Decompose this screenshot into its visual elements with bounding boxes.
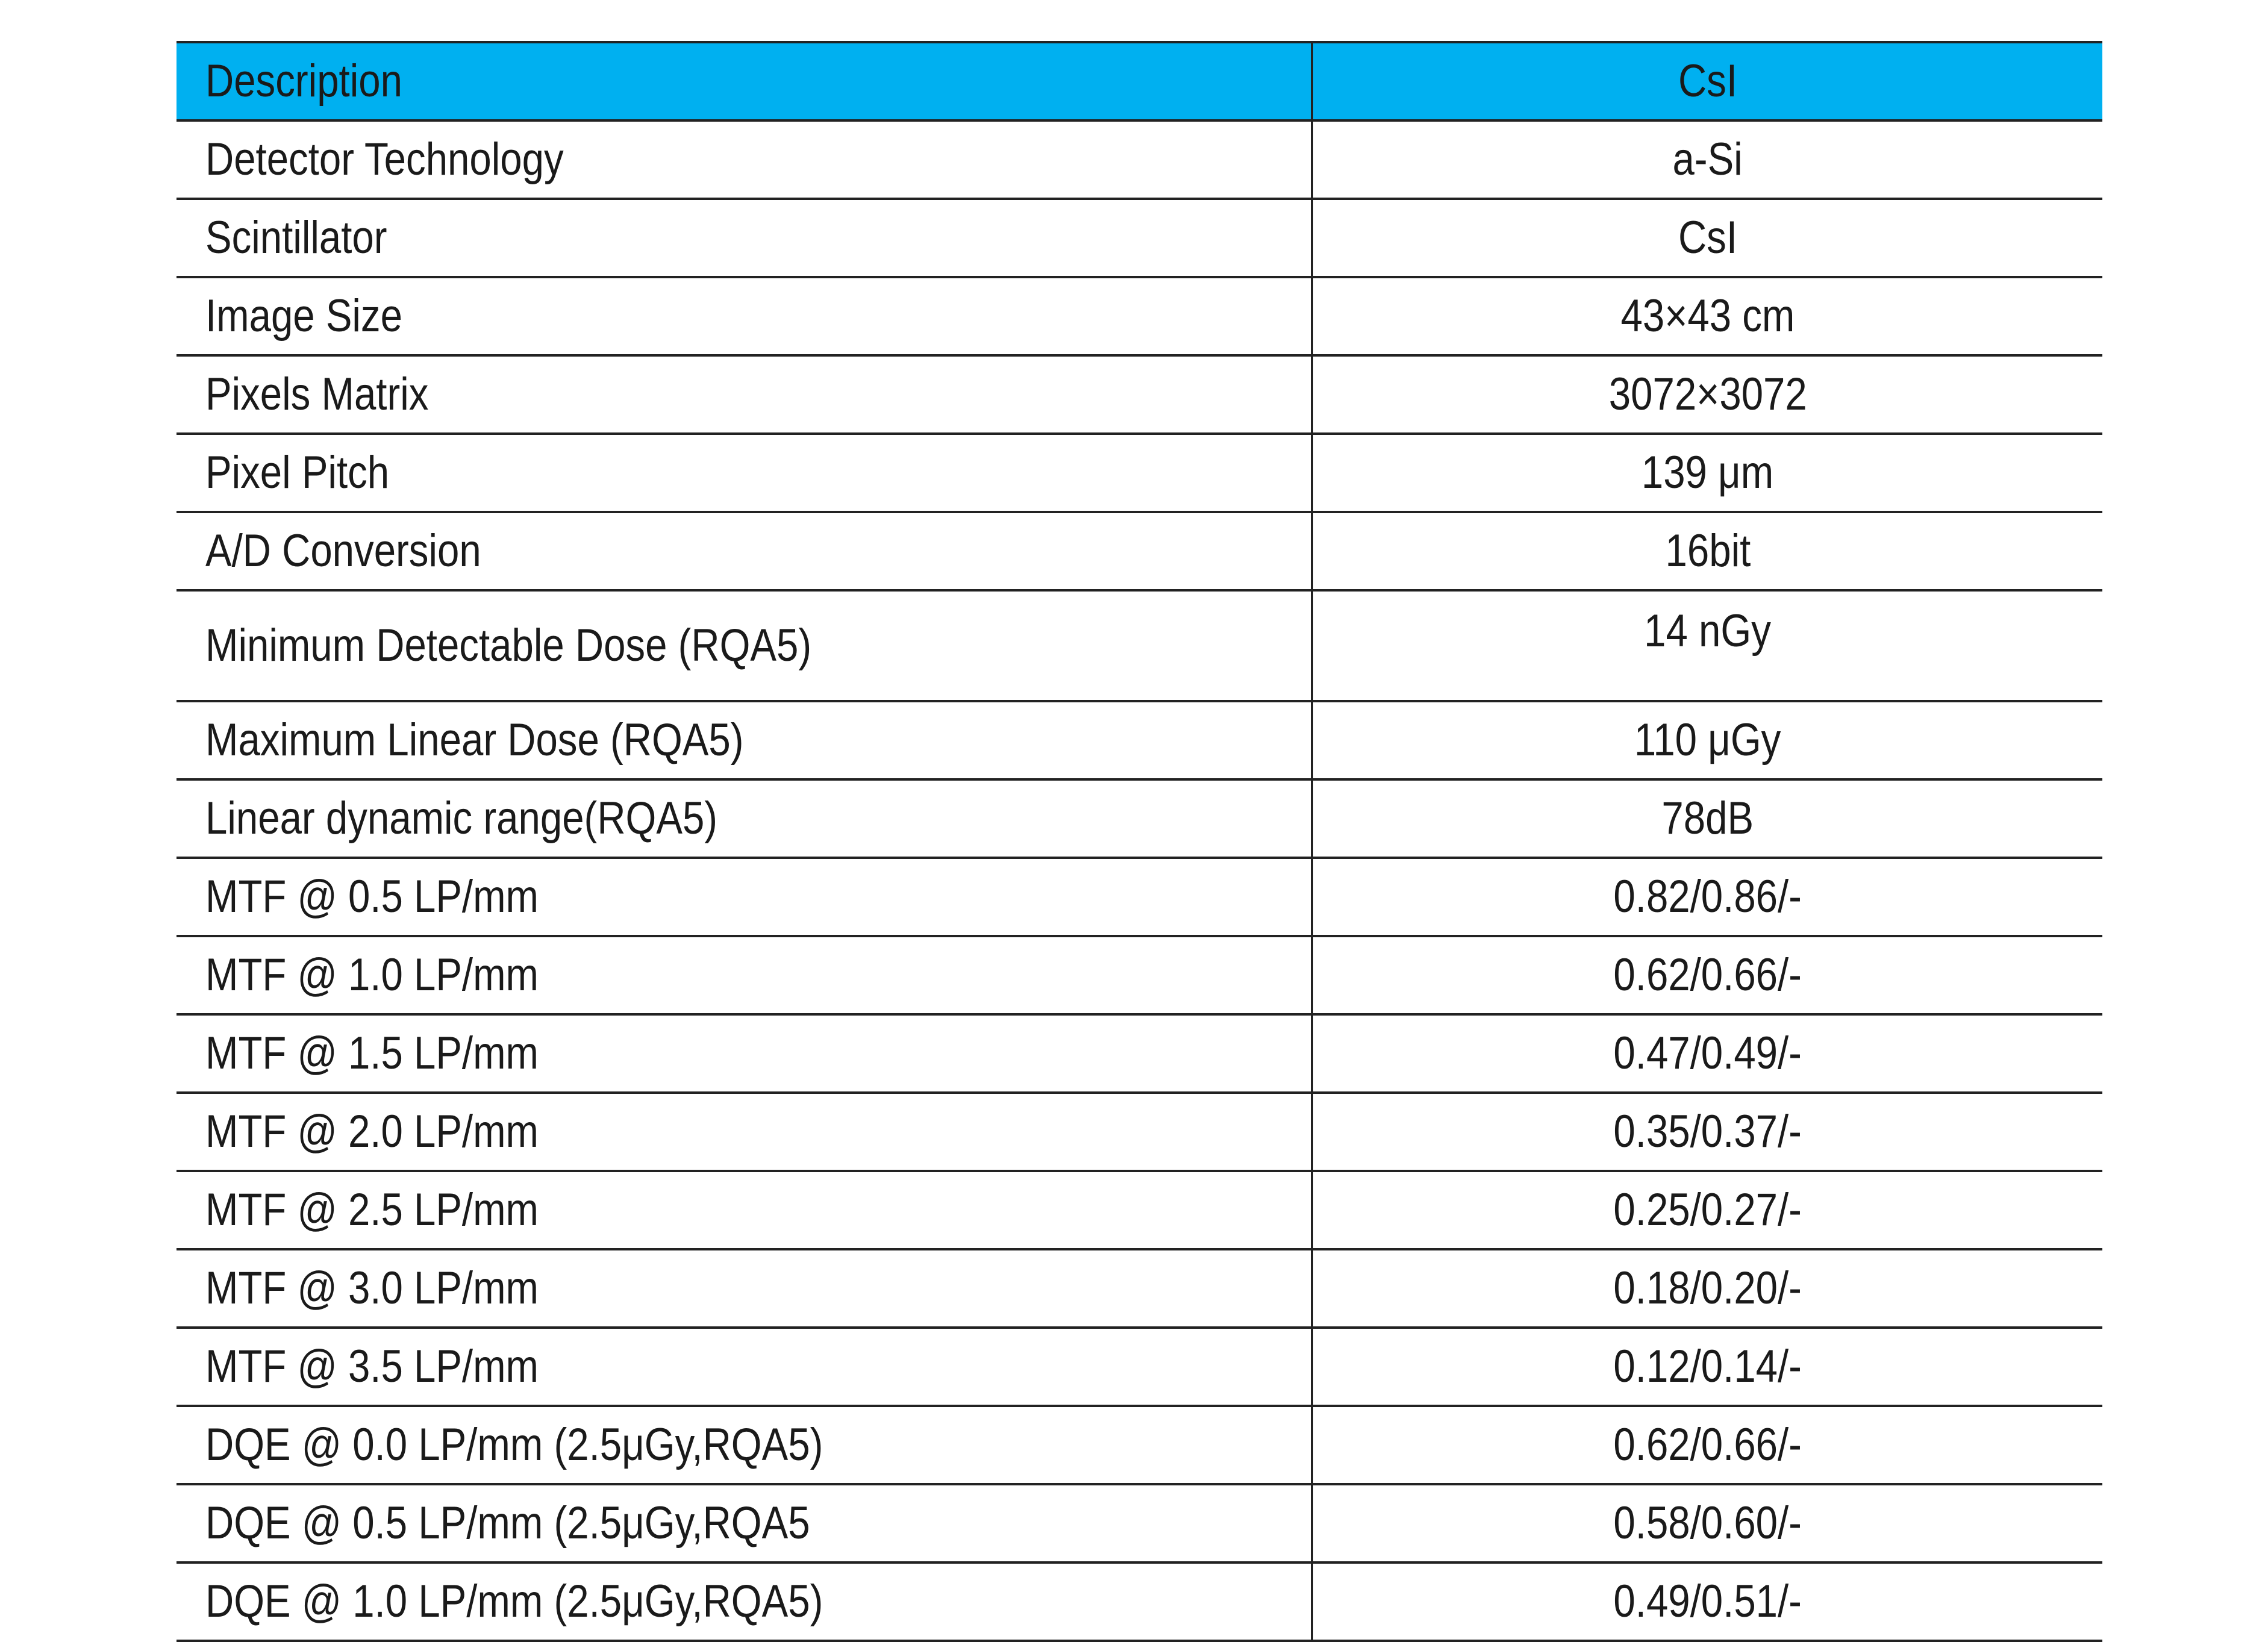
row-value: 139 μm	[1312, 434, 2102, 512]
table-row	[177, 1484, 2102, 1562]
table-body	[177, 120, 2102, 1641]
row-value: 78dB	[1312, 779, 2102, 858]
table-row	[177, 936, 2102, 1014]
row-value: 3072×3072	[1312, 355, 2102, 434]
row-value: 0.35/0.37/-	[1312, 1093, 2102, 1171]
row-description: Maximum Linear Dose (RQA5)	[177, 701, 1312, 779]
row-value: 0.62/0.66/-	[1312, 936, 2102, 1014]
row-value: 16bit	[1312, 512, 2102, 590]
table-row	[177, 1249, 2102, 1328]
table-row	[177, 277, 2102, 355]
row-description: MTF @ 0.5 LP/mm	[177, 858, 1312, 936]
header-value: CsI	[1312, 42, 2102, 120]
row-description: Scintillator	[177, 199, 1312, 277]
table-row	[177, 1014, 2102, 1093]
table-row	[177, 1328, 2102, 1406]
row-description: MTF @ 1.0 LP/mm	[177, 936, 1312, 1014]
row-description: MTF @ 1.5 LP/mm	[177, 1014, 1312, 1093]
row-value: 110 μGy	[1312, 701, 2102, 779]
row-description: Linear dynamic range(RQA5)	[177, 779, 1312, 858]
row-value: CsI	[1312, 199, 2102, 277]
table-row	[177, 590, 2102, 701]
row-value: 0.58/0.60/-	[1312, 1484, 2102, 1562]
row-value: 0.25/0.27/-	[1312, 1171, 2102, 1249]
table-row	[177, 1406, 2102, 1484]
row-description: Image Size	[177, 277, 1312, 355]
row-value: 0.18/0.20/-	[1312, 1249, 2102, 1328]
row-value: 0.12/0.14/-	[1312, 1328, 2102, 1406]
table-row	[177, 355, 2102, 434]
header-description: Description	[177, 42, 1312, 120]
row-value: 0.82/0.86/-	[1312, 858, 2102, 936]
table-row	[177, 1562, 2102, 1641]
row-description: MTF @ 2.5 LP/mm	[177, 1171, 1312, 1249]
row-description: Pixels Matrix	[177, 355, 1312, 434]
row-description: DQE @ 0.0 LP/mm (2.5μGy,RQA5)	[177, 1406, 1312, 1484]
row-value: 14 nGy	[1312, 590, 2102, 701]
table-row	[177, 1171, 2102, 1249]
row-description: DQE @ 0.5 LP/mm (2.5μGy,RQA5	[177, 1484, 1312, 1562]
table-header	[177, 42, 2102, 120]
table-row	[177, 1093, 2102, 1171]
header-row	[177, 42, 2102, 120]
row-description: Pixel Pitch	[177, 434, 1312, 512]
table-row	[177, 701, 2102, 779]
row-description: MTF @ 2.0 LP/mm	[177, 1093, 1312, 1171]
table-row	[177, 512, 2102, 590]
table-row	[177, 199, 2102, 277]
row-value: 0.62/0.66/-	[1312, 1406, 2102, 1484]
table-row	[177, 434, 2102, 512]
row-value: 43×43 cm	[1312, 277, 2102, 355]
table-row	[177, 858, 2102, 936]
row-description: MTF @ 3.5 LP/mm	[177, 1328, 1312, 1406]
table-row	[177, 120, 2102, 199]
row-value: a-Si	[1312, 120, 2102, 199]
row-value: 0.49/0.51/-	[1312, 1562, 2102, 1641]
row-description: Detector Technology	[177, 120, 1312, 199]
row-description: A/D Conversion	[177, 512, 1312, 590]
row-description: Minimum Detectable Dose (RQA5)	[177, 590, 1312, 701]
row-description: DQE @ 1.0 LP/mm (2.5μGy,RQA5)	[177, 1562, 1312, 1641]
row-description: MTF @ 3.0 LP/mm	[177, 1249, 1312, 1328]
row-value: 0.47/0.49/-	[1312, 1014, 2102, 1093]
spec-table	[177, 41, 2102, 1642]
table-row	[177, 779, 2102, 858]
